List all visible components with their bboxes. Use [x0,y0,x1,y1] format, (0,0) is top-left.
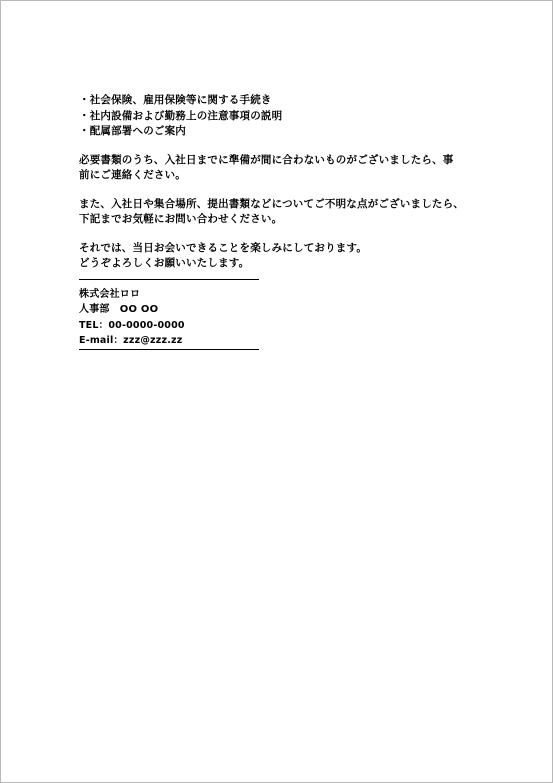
bullet-item: ・配属部署へのご案内 [79,125,186,137]
paragraph-inquiries [79,197,499,228]
signature-bottom-divider [79,349,259,357]
bullet-list [79,93,499,140]
signature-company: 株式会社ロロ [79,288,141,300]
paragraph-line: また、入社日や集合場所、提出書類などについてご不明な点がございましたら、 [79,197,464,210]
document-body [79,93,499,357]
signature-department: 人事部 OO OO [79,304,159,315]
spacer [79,140,499,153]
paragraph-line: 下記までお気軽にお問い合わせください。 [79,213,283,225]
paragraph-closing [79,241,499,272]
spacer [79,228,499,241]
bullet-item: ・社会保険、雇用保険等に関する手続き [79,94,272,106]
paragraph-line: どうぞよろしくお願いいたします。 [79,257,250,269]
paragraph-line: それでは、当日お会いできることを楽しみにしております。 [79,241,368,254]
paragraph-line: 前にご連絡ください。 [79,169,186,181]
signature-block [79,287,499,349]
signature-tel: TEL：00-0000-0000 [79,319,185,331]
spacer [79,184,499,197]
bullet-item: ・社内設備および勤務上の注意事項の説明 [79,109,283,122]
signature-email: E-mail：zzz@zzz.zz [79,335,183,346]
paragraph-required-documents [79,153,499,184]
paragraph-line: 必要書類のうち、入社日までに準備が間に合わないものがございましたら、事 [79,153,454,166]
signature-top-divider [79,272,259,287]
